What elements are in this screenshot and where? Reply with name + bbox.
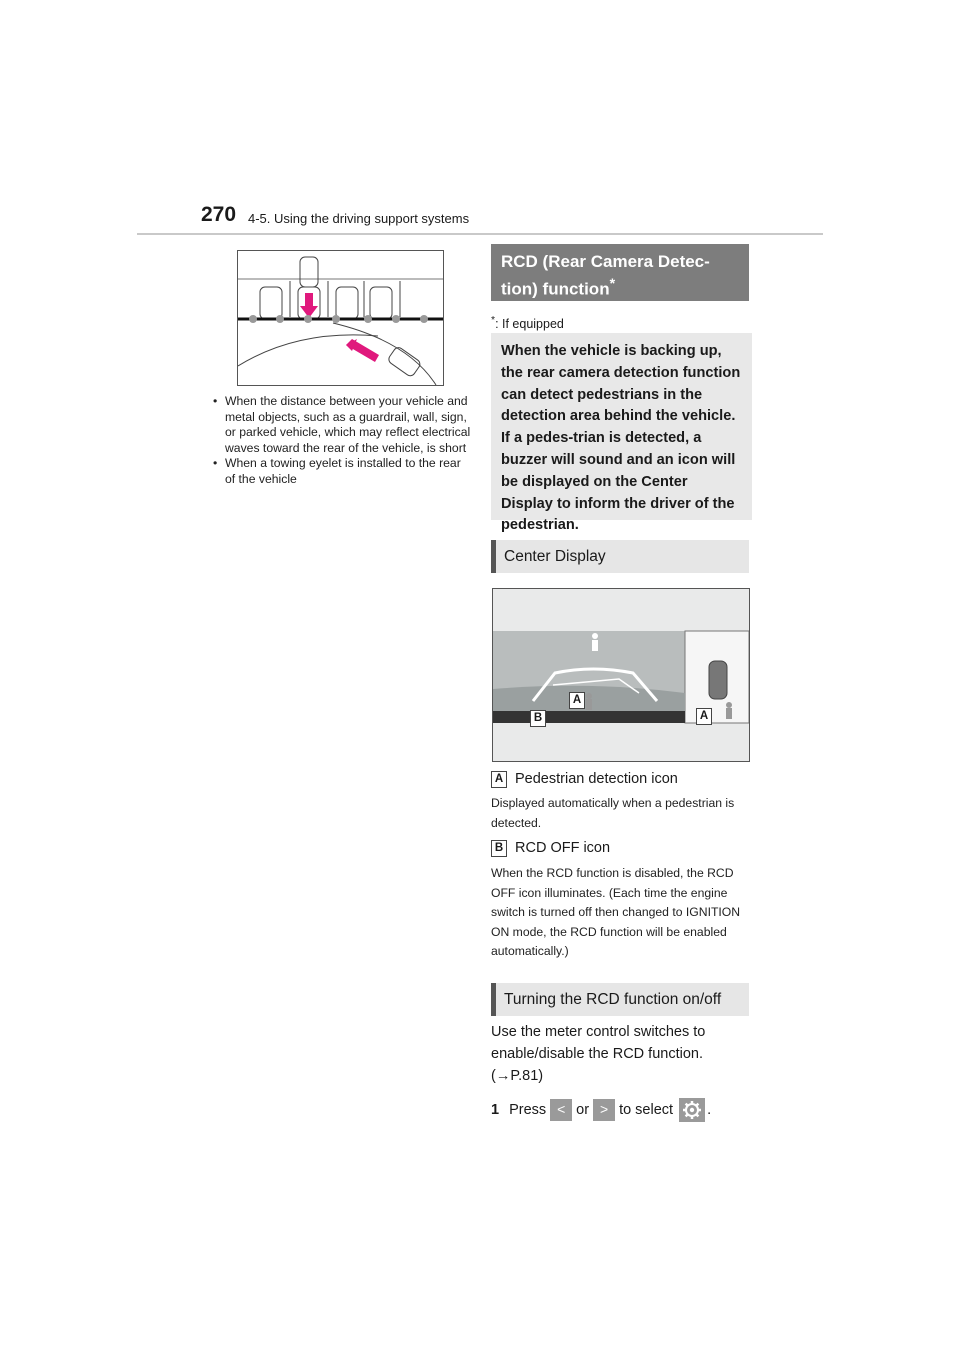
- step-end: .: [707, 1102, 712, 1118]
- header-rule: [137, 233, 823, 235]
- item-label-b: B: [491, 840, 507, 857]
- item-label-a: A: [491, 771, 507, 788]
- rcd-heading: [491, 244, 749, 301]
- step-or: or: [576, 1102, 590, 1118]
- center-display-heading: Center Display: [491, 540, 749, 573]
- figure-label-b: B: [530, 710, 546, 727]
- rcd-heading-mark: *: [609, 276, 616, 292]
- list-item: [213, 394, 473, 456]
- item-title: RCD OFF icon: [515, 840, 611, 856]
- step-1: [491, 1098, 711, 1122]
- page-number: 270: [201, 203, 237, 226]
- turning-rcd-heading: Turning the RCD function on/off: [491, 983, 749, 1016]
- bullet-list: [213, 394, 473, 488]
- step-press: Press: [509, 1102, 547, 1118]
- left-arrow-key-icon: <: [550, 1099, 572, 1121]
- section-title: 4-5. Using the driving support systems: [248, 211, 470, 226]
- figure-label-a: A: [569, 692, 585, 709]
- bullet-text: When a towing eyelet is installed to the rear of the vehicle: [225, 456, 461, 486]
- parking-diagram: [237, 250, 444, 386]
- item-title: Pedestrian detection icon: [515, 771, 678, 787]
- rcd-heading-line2: tion) function: [501, 279, 610, 299]
- body-paragraph: Use the meter control switches to enable/disable the RCD function. (→P.81): [491, 1024, 706, 1084]
- footnote-mark: *: [491, 315, 496, 326]
- right-arrow-key-icon: >: [593, 1099, 615, 1121]
- step-to-select: to select: [619, 1102, 674, 1118]
- bullet-marker: •: [213, 456, 218, 471]
- item-description: When the RCD function is disabled, the RCD OFF icon illuminates. (Each time the engine switch is turned off then changed to IGNITION ON mode, the RCD function will be enabled automatically.): [491, 866, 741, 958]
- step-number: 1: [491, 1102, 500, 1118]
- intro-box: When the vehicle is backing up, the rear camera detection function can detect pedestrians in the detection area behind the vehicle. If a pedes-trian is detected, a buzzer will sound and an icon will be displayed on the Center Display to inform the driver of the pedestrian.: [491, 333, 752, 520]
- footnote: [491, 315, 564, 331]
- bullet-marker: •: [213, 394, 218, 408]
- item-description: Displayed automatically when a pedestrian is detected.: [491, 796, 735, 830]
- center-display-figure: [492, 588, 750, 762]
- settings-gear-icon: [679, 1098, 705, 1122]
- footnote-text: : If equipped: [495, 317, 564, 332]
- bullet-text: When the distance between your vehicle and metal objects, such as a guardrail, wall, sign, or parked vehicle, which may reflect electrical waves toward the rear of the vehicle, is short: [225, 394, 471, 455]
- rcd-heading-line1: RCD (Rear Camera Detec-: [501, 252, 710, 271]
- figure-label-a: A: [696, 708, 712, 725]
- list-item: [213, 456, 473, 487]
